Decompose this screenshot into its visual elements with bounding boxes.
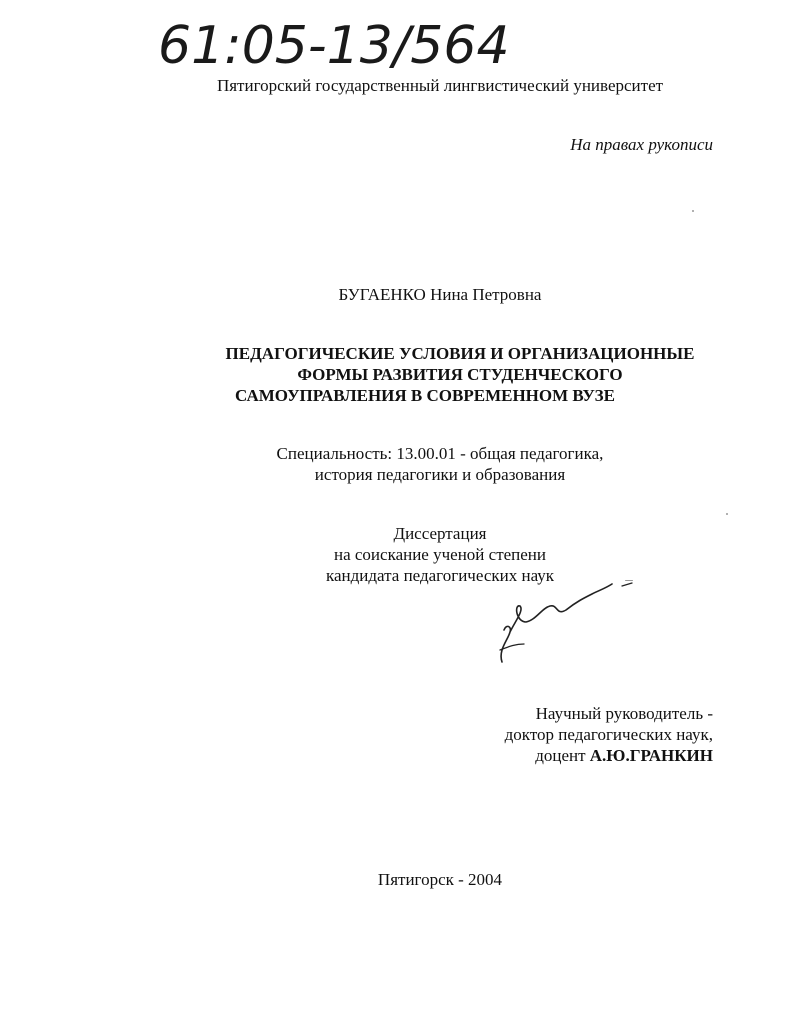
specialty-line: история педагогики и образования	[314, 465, 566, 484]
supervisor-block	[430, 703, 713, 766]
title-line: ПЕДАГОГИЧЕСКИЕ УСЛОВИЯ И ОРГАНИЗАЦИОННЫЕ	[225, 344, 695, 363]
supervisor-name-line	[430, 745, 713, 766]
supervisor-rank: доцент	[535, 746, 590, 765]
dissertation-title	[170, 343, 750, 406]
specialty-line: Специальность: 13.00.01 - общая педагогика,	[276, 444, 604, 463]
archive-number-text: 61:05-13/564	[158, 16, 510, 76]
university-name: Пятигорский государственный лингвистический университет	[216, 76, 664, 95]
supervisor-role: Научный руководитель -	[535, 704, 713, 723]
handwritten-signature	[480, 570, 650, 670]
specialty-block	[240, 443, 640, 485]
scan-speck	[692, 210, 694, 212]
author-name: БУГАЕНКО Нина Петровна	[338, 285, 542, 304]
degree-line: на соискание ученой степени	[333, 545, 547, 564]
degree-line: кандидата педагогических наук	[325, 566, 555, 585]
title-line: САМОУПРАВЛЕНИЯ В СОВРЕМЕННОМ ВУЗЕ	[235, 386, 615, 405]
handwritten-archive-number	[150, 8, 550, 78]
scan-speck	[726, 513, 728, 515]
supervisor-degree: доктор педагогических наук,	[504, 725, 713, 744]
scan-speck	[625, 580, 633, 581]
manuscript-rights-note: На правах рукописи	[570, 135, 713, 154]
title-line: ФОРМЫ РАЗВИТИЯ СТУДЕНЧЕСКОГО	[297, 365, 623, 384]
degree-line: Диссертация	[393, 524, 487, 543]
city-year: Пятигорск - 2004	[377, 870, 503, 889]
supervisor-name: А.Ю.ГРАНКИН	[589, 746, 713, 765]
